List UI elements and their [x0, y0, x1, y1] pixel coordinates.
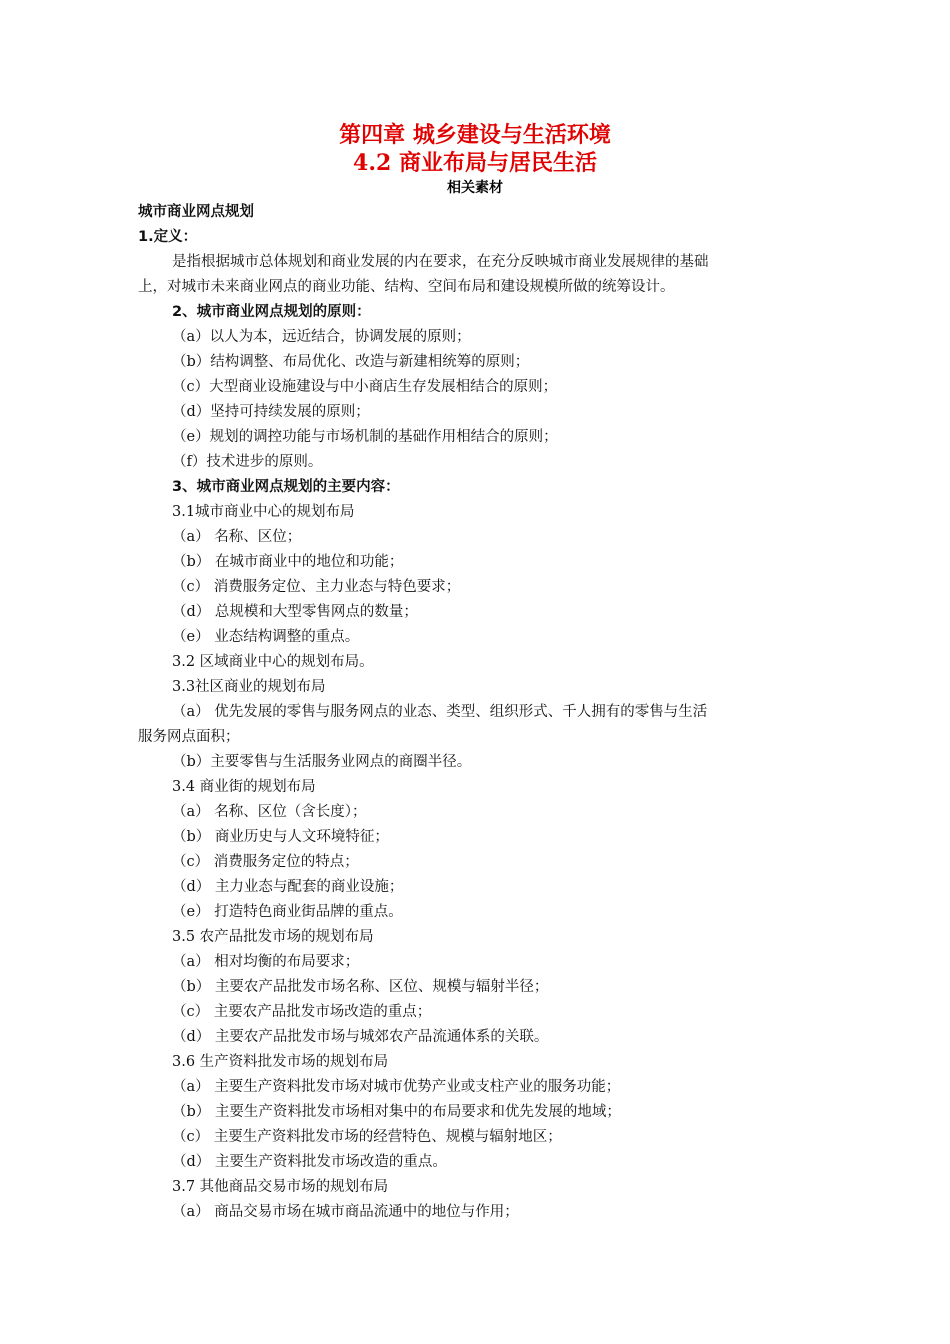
- text-line: （a） 相对均衡的布局要求；: [172, 954, 360, 970]
- section-heading: 城市商业网点规划: [138, 204, 254, 220]
- text-line: （d） 总规模和大型零售网点的数量；: [172, 604, 418, 620]
- text-line: （a）以人为本，远近结合，协调发展的原则；: [172, 329, 471, 345]
- text-line: 3.4 商业街的规划布局: [172, 779, 316, 795]
- text-line: （a） 优先发展的零售与服务网点的业态、类型、组织形式、千人拥有的零售与生活: [172, 704, 708, 720]
- text-line: 3.5 农产品批发市场的规划布局: [172, 929, 374, 945]
- text-line: （e） 业态结构调整的重点。: [172, 629, 360, 645]
- chapter-title: 第四章 城乡建设与生活环境: [339, 122, 611, 148]
- text-line: （a） 名称、区位；: [172, 529, 302, 545]
- text-line: 2、城市商业网点规划的原则：: [172, 304, 371, 320]
- text-line: 3.3社区商业的规划布局: [172, 679, 326, 695]
- section-title: 4.2 商业布局与居民生活: [353, 150, 597, 176]
- text-line: 1.定义：: [138, 229, 198, 245]
- text-line: （a） 商品交易市场在城市商品流通中的地位与作用；: [172, 1204, 519, 1220]
- text-line: 是指根据城市总体规划和商业发展的内在要求，在充分反映城市商业发展规律的基础: [172, 254, 709, 270]
- text-line: （b） 商业历史与人文环境特征；: [172, 829, 389, 845]
- text-line: （d） 主要生产资料批发市场改造的重点。: [172, 1154, 447, 1170]
- text-line: 3.1城市商业中心的规划布局: [172, 504, 355, 520]
- text-line: （b） 在城市商业中的地位和功能；: [172, 554, 404, 570]
- text-line: 上，对城市未来商业网点的商业功能、结构、空间布局和建设规模所做的统筹设计。: [138, 279, 675, 295]
- text-line: （b） 主要生产资料批发市场相对集中的布局要求和优先发展的地域；: [172, 1104, 621, 1120]
- text-line: （c） 消费服务定位、主力业态与特色要求；: [172, 579, 461, 595]
- text-line: （f）技术进步的原则。: [172, 454, 323, 470]
- text-line: 3.2 区域商业中心的规划布局。: [172, 654, 374, 670]
- text-line: （b） 主要农产品批发市场名称、区位、规模与辐射半径；: [172, 979, 549, 995]
- text-line: 3、城市商业网点规划的主要内容：: [172, 479, 400, 495]
- subtitle: 相关素材: [447, 180, 503, 196]
- text-line: （b）主要零售与生活服务业网点的商圈半径。: [172, 754, 472, 770]
- text-line: （a） 主要生产资料批发市场对城市优势产业或支柱产业的服务功能；: [172, 1079, 621, 1095]
- text-line: 服务网点面积；: [138, 729, 240, 745]
- text-line: （b）结构调整、布局优化、改造与新建相统筹的原则；: [172, 354, 530, 370]
- text-line: （d） 主力业态与配套的商业设施；: [172, 879, 404, 895]
- text-line: 3.7 其他商品交易市场的规划布局: [172, 1179, 389, 1195]
- text-line: （c） 主要农产品批发市场改造的重点；: [172, 1004, 432, 1020]
- text-line: （d）坚持可持续发展的原则；: [172, 404, 370, 420]
- text-line: （c） 消费服务定位的特点；: [172, 854, 359, 870]
- text-line: （c）大型商业设施建设与中小商店生存发展相结合的原则；: [172, 379, 558, 395]
- text-line: （a） 名称、区位（含长度）；: [172, 804, 367, 820]
- text-line: （e）规划的调控功能与市场机制的基础作用相结合的原则；: [172, 429, 558, 445]
- text-line: （c） 主要生产资料批发市场的经营特色、规模与辐射地区；: [172, 1129, 562, 1145]
- text-line: （e） 打造特色商业街品牌的重点。: [172, 904, 403, 920]
- text-line: （d） 主要农产品批发市场与城郊农产品流通体系的关联。: [172, 1029, 549, 1045]
- text-line: 3.6 生产资料批发市场的规划布局: [172, 1054, 389, 1070]
